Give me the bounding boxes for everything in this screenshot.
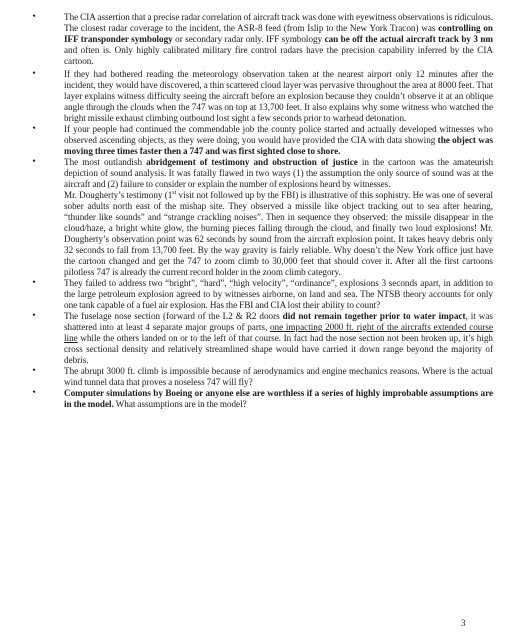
text-segment: The most outlandish bbox=[64, 157, 147, 167]
item-text bbox=[64, 12, 493, 67]
text-segment: If your people had continued the commendable job the county police started and actually developed witnesses who observed ascending objects, as they were doing, you would have provided the CIA with data showing bbox=[64, 124, 493, 145]
bullet-icon: • bbox=[32, 157, 36, 167]
text-segment: can be off the actual aircraft track by 3 nm bbox=[324, 34, 493, 44]
text-segment: visit not followed up by the FBI) is illustrative of this sophistry. He was one of several sober adults north east of the mishap site. They observed a missile like object tracking out to sea after hearing, “thunder like sounds” and “strange crackling noises”. Then in sequence they observed: the missile disappear in the cloud/haze, a bright white glow, the burning pieces falling through the cloud, and finally two loud explosions! Mr. Dougherty’s observation point was 62 seconds by sound from the aircraft explosion point. It takes heavy debris only 32 seconds to fall from 13,700 feet. By the way gravity is fairly reliable. Why doesn’t the New York office just have the cartoon changed and get the 747 to zoom climb to 30,000 feet that should cover it. After all the first cartoons pilotless 747 is already the current record holder in the zoom climb category. bbox=[64, 190, 493, 277]
list-item bbox=[0, 311, 517, 366]
text-segment: Mr. Dougherty’s testimony (1 bbox=[64, 190, 173, 200]
dougherty-paragraph bbox=[0, 190, 517, 278]
text-segment: , it was shattered into at least 4 separate major groups of parts, bbox=[64, 311, 493, 332]
bullet-list bbox=[0, 12, 517, 410]
item-text bbox=[64, 124, 493, 157]
item-text bbox=[64, 69, 493, 124]
text-segment: If they had bothered reading the meteorology observation taken at the nearest airport only 12 minutes after the incident, they would have discovered, a thin scattered cloud layer was pervasive throughout the area at 8000 feet. That layer explains witness difficulty seeing the aircraft before an explosion because they couldn’t observe it at an oblique angle through the clouds when the 747 was on top at 13,700 feet. It also explains why some witness who watched the bright missile exhaust climbing outbound lost sight a few seconds prior to warhead detonation. bbox=[64, 69, 493, 123]
item-text bbox=[64, 366, 493, 388]
text-segment: What assumptions are in the model? bbox=[113, 399, 247, 409]
list-item bbox=[0, 69, 517, 124]
text-segment: in the cartoon was the amateurish depiction of sound analysis. It was fatally flawed in two ways (1) the assumption the only source of sound was at the aircraft and (2) failure to consider or explain the number of explosions heard by witnesses. bbox=[64, 157, 494, 189]
bullet-icon: • bbox=[32, 388, 36, 398]
bullet-icon: • bbox=[32, 12, 36, 22]
item-text bbox=[64, 388, 493, 410]
bullet-icon: • bbox=[32, 311, 36, 321]
bullet-icon: • bbox=[32, 124, 36, 134]
list-item bbox=[0, 278, 517, 311]
list-item bbox=[0, 157, 517, 190]
text-segment: abridgement of testimony and obstruction of justice bbox=[146, 157, 358, 167]
text-segment: The CIA assertion that a precise radar correlation of aircraft track was done with eyewitness observations is ridiculous. The closest radar coverage to the incident, the ASR-8 feed (from Islip to the New York Tracon) was bbox=[64, 12, 493, 33]
item-text bbox=[64, 311, 493, 366]
list-item bbox=[0, 124, 517, 157]
superscript: st bbox=[172, 189, 177, 196]
list-item bbox=[0, 366, 517, 388]
page-number: 3 bbox=[461, 618, 466, 628]
text-segment: while the others landed on or to the left of that course. In fact had the nose section not been broken up, it’s high cross sectional density and relatively streamlined shape would have carried it down range beyond the majority of debris. bbox=[64, 333, 493, 365]
text-segment: The fuselage nose section (forward of the L2 & R2 doors bbox=[64, 311, 283, 321]
item-text bbox=[64, 157, 493, 190]
bullet-icon: • bbox=[32, 366, 36, 376]
bullet-icon: • bbox=[32, 69, 36, 79]
text-segment: or secondary radar only. IFF symbology bbox=[172, 34, 325, 44]
text-segment: They failed to address two “bright”, “hard”, “high velocity”, “ordinance”, explosions 3 seconds apart, in addition to the large petroleum explosion agreed to by witnesses airborne, on land and sea. The NTSB theory accounts for only one tank capable of a fuel air explosion. Has the FBI and CIA lost their ability to count? bbox=[64, 278, 493, 310]
list-item bbox=[0, 12, 517, 67]
text-segment: did not remain together prior to water impact bbox=[282, 311, 466, 321]
bullet-icon: • bbox=[32, 278, 36, 288]
item-text bbox=[64, 278, 493, 311]
list-item bbox=[0, 388, 517, 410]
text-segment: the object was moving three times faster then a 747 and was first sighted close to shore. bbox=[64, 135, 493, 156]
text-segment: controlling on IFF transponder symbology bbox=[64, 23, 493, 44]
text-segment: The abrupt 3000 ft. climb is impossible because of aerodynamics and engine mechanics reasons. Where is the actual wind tunnel data that proves a noseless 747 will fly? bbox=[64, 366, 493, 387]
text-segment: Computer simulations by Boeing or anyone else are worthless if a series of highly improbable assumptions are in the model. bbox=[64, 388, 493, 409]
text-segment: and often is. Only highly calibrated military fire control radars have the precision capability inferred by the CIA cartoon. bbox=[64, 45, 493, 66]
text-segment: one impacting 2000 ft. right of the aircrafts extended course line bbox=[64, 322, 493, 343]
